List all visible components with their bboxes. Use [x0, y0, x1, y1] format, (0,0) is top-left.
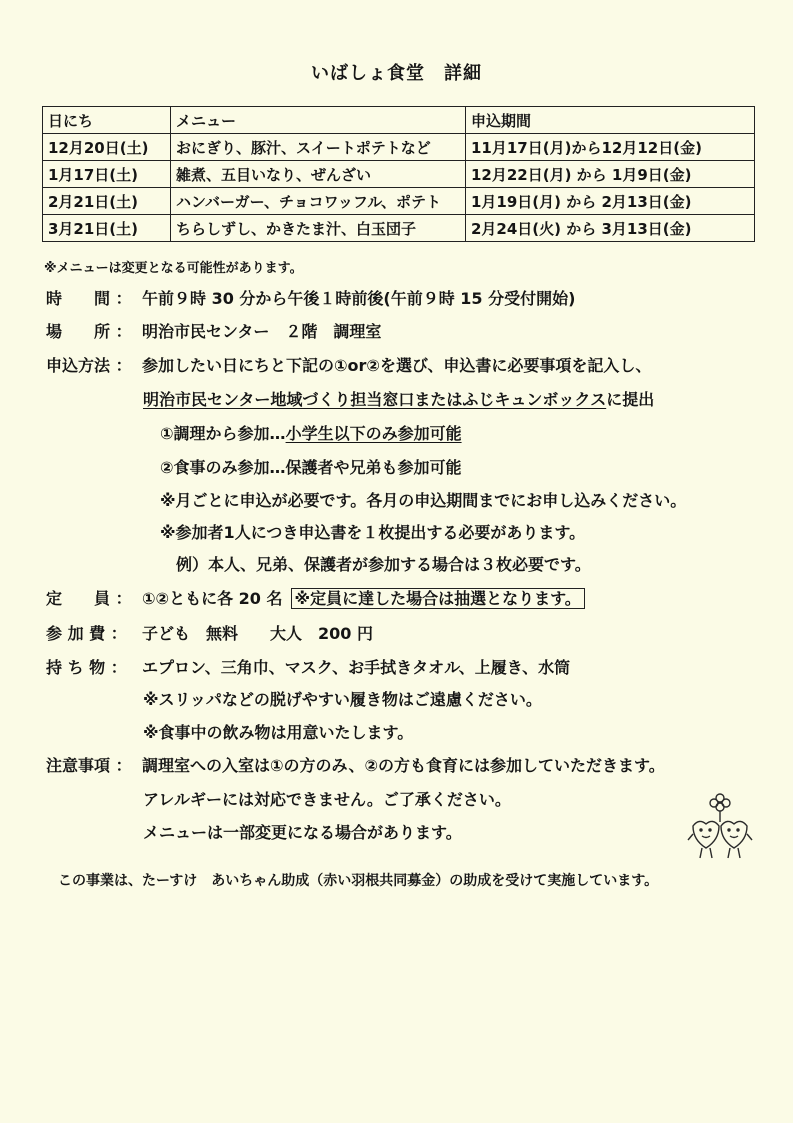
option-1-text: ①調理から参加…: [160, 424, 286, 443]
place-row: [46, 319, 381, 342]
notes-line3: メニューは一部変更になる場合があります。: [143, 823, 462, 842]
apply-note-2: ※参加者1人につき申込書を１枚提出する必要があります。: [160, 523, 586, 542]
time-value: 午前９時 30 分から午後１時前後(午前９時 15 分受付開始): [142, 289, 576, 308]
option-1: [160, 421, 462, 444]
notes-row: [46, 753, 665, 776]
table-header: メニュー: [171, 107, 466, 134]
page-title: いばしょ食堂 詳細: [311, 63, 482, 84]
table-cell-menu: 雑煮、五目いなり、ぜんざい: [171, 161, 466, 188]
fee-label: 参 加 費 ：: [46, 624, 127, 643]
apply-line2: [143, 387, 654, 410]
apply-label: 申込方法 ：: [46, 356, 132, 375]
items-note-1: ※スリッパなどの脱げやすい履き物はご遠慮ください。: [143, 690, 542, 709]
items-label: 持 ち 物 ：: [46, 658, 127, 677]
notes-line1: 調理室への入室は①の方のみ、②の方も食育には参加していただきます。: [142, 756, 665, 775]
table-cell-date: 12月20日(土): [43, 134, 171, 161]
table-cell-date: 1月17日(土): [43, 161, 171, 188]
table-cell-period: 12月22日(月) から 1月9日(金): [466, 161, 755, 188]
apply-line2-end: に提出: [606, 390, 655, 409]
table-header: 申込期間: [466, 107, 755, 134]
option-1-condition: 小学生以下のみ参加可能: [285, 424, 462, 443]
table-cell-date: 2月21日(土): [43, 188, 171, 215]
place-label: 場 所 ：: [46, 322, 132, 341]
notes-label: 注意事項 ：: [46, 756, 132, 775]
table-cell-period: 2月24日(火) から 3月13日(金): [466, 215, 755, 242]
apply-note-1: ※月ごとに申込が必要です。各月の申込期間までにお申し込みください。: [160, 491, 687, 510]
capacity-value: ①②ともに各 20 名: [142, 589, 283, 608]
items-row: [46, 655, 570, 678]
table-header: 日にち: [43, 107, 171, 134]
table-cell-date: 3月21日(土): [43, 215, 171, 242]
apply-row: [46, 353, 651, 376]
apply-note-3: 例）本人、兄弟、保護者が参加する場合は３枚必要です。: [176, 555, 591, 574]
submission-locations: 明治市民センター地域づくり担当窓口またはふじキュンボックス: [143, 390, 607, 409]
table-cell-period: 11月17日(月)から12月12日(金): [466, 134, 755, 161]
footer-note: この事業は、たーすけ あいちゃん助成（赤い羽根共同募金）の助成を受けて実施しています。: [58, 873, 659, 889]
table-cell-period: 1月19日(月) から 2月13日(金): [466, 188, 755, 215]
items-note-2: ※食事中の飲み物は用意いたします。: [143, 723, 414, 742]
notes-line2: アレルギーには対応できません。ご了承ください。: [143, 790, 511, 809]
clover-mascot-icon: [685, 792, 755, 864]
table-note: ※メニューは変更となる可能性があります。: [44, 261, 303, 276]
items-value: エプロン、三角巾、マスク、お手拭きタオル、上履き、水筒: [142, 658, 571, 677]
option-2: ②食事のみ参加…保護者や兄弟も参加可能: [160, 458, 462, 477]
capacity-row: [46, 586, 585, 609]
table-row: [43, 188, 755, 215]
table-cell-menu: ちらしずし、かきたま汁、白玉団子: [171, 215, 466, 242]
lottery-note: ※定員に達した場合は抽選となります。: [291, 588, 585, 609]
time-label: 時 間 ：: [46, 289, 132, 308]
table-row: [43, 161, 755, 188]
fee-row: [46, 621, 373, 644]
fee-value: 子ども 無料 大人 200 円: [142, 624, 373, 643]
apply-line1: 参加したい日にちと下記の①or②を選び、申込書に必要事項を記入し、: [142, 356, 652, 375]
table-row: [43, 215, 755, 242]
schedule-table: [42, 106, 755, 242]
table-row: [43, 134, 755, 161]
capacity-label: 定 員 ：: [46, 589, 132, 608]
place-value: 明治市民センター ２階 調理室: [142, 322, 382, 341]
table-cell-menu: おにぎり、豚汁、スイートポテトなど: [171, 134, 466, 161]
table-header-row: [43, 107, 755, 134]
time-row: [46, 286, 575, 309]
table-cell-menu: ハンバーガー、チョコワッフル、ポテト: [171, 188, 466, 215]
